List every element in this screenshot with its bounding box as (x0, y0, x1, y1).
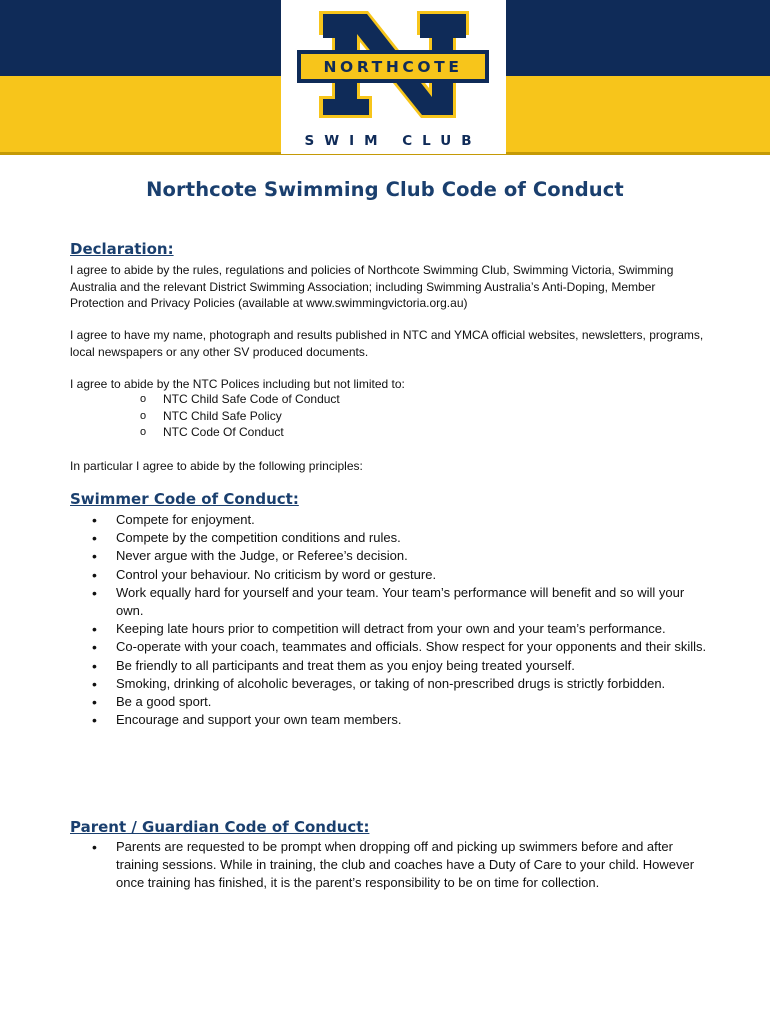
declaration-heading: Declaration: (70, 240, 174, 258)
swimmer-rule: • Be friendly to all participants and treat them as you enjoy being treated yourself. (90, 657, 710, 675)
swimmer-list (90, 511, 710, 729)
policy-item: o NTC Code Of Conduct (140, 424, 340, 441)
policy-item: o NTC Child Safe Code of Conduct (140, 391, 340, 408)
club-logo-graphic (281, 0, 506, 154)
swimmer-rule: • Control your behaviour. No criticism by word or gesture. (90, 566, 710, 584)
swimmer-rule: • Be a good sport. (90, 693, 710, 711)
policy-item: o NTC Child Safe Policy (140, 408, 340, 425)
swimmer-rule: • Keeping late hours prior to competition will detract from your own and your team’s performance. (90, 620, 710, 638)
swimmer-rule: • Work equally hard for yourself and your team. Your team’s performance will benefit and so will your own. (90, 584, 710, 620)
declaration-paragraph-4: In particular I agree to abide by the following principles: (70, 459, 363, 473)
policy-list (140, 391, 340, 441)
swimmer-rule: • Compete for enjoyment. (90, 511, 710, 529)
logo-club-word: NORTHCOTE (323, 58, 463, 76)
declaration-paragraph-2: I agree to have my name, photograph and results published in NTC and YMCA official websites, newsletters, programs, local newspapers or any other SV produced documents. (70, 328, 704, 359)
parent-list (90, 838, 710, 893)
page-title: Northcote Swimming Club Code of Conduct (146, 178, 624, 201)
swimmer-rule: • Smoking, drinking of alcoholic beverages, or taking of non-prescribed drugs is strictly forbidden. (90, 675, 710, 693)
declaration-paragraph-3: I agree to abide by the NTC Polices including but not limited to: (70, 377, 405, 391)
swimmer-rule: • Compete by the competition conditions and rules. (90, 529, 710, 547)
logo-club-sub: SWIM CLUB (304, 133, 482, 149)
declaration-paragraph-1: I agree to abide by the rules, regulations and policies of Northcote Swimming Club, Swimming Victoria, Swimming Australia and the relevant District Swimming Association; including Swimming Australia’s Anti-Doping, Member Protection and Privacy Policies (available at www.swimmingvictoria.org.au) (70, 263, 674, 310)
parent-heading: Parent / Guardian Code of Conduct: (70, 818, 370, 836)
club-logo (281, 0, 506, 154)
swimmer-heading: Swimmer Code of Conduct: (70, 490, 299, 508)
swimmer-rule: • Encourage and support your own team members. (90, 711, 710, 729)
swimmer-rule: • Co-operate with your coach, teammates and officials. Show respect for your opponents and their skills. (90, 638, 710, 656)
swimmer-rule: • Never argue with the Judge, or Referee’s decision. (90, 547, 710, 565)
parent-rule: • Parents are requested to be prompt when dropping off and picking up swimmers before and after training sessions. While in training, the club and coaches have a Duty of Care to your child. However once training has finished, it is the parent’s responsibility to be on time for collection. (90, 838, 710, 893)
